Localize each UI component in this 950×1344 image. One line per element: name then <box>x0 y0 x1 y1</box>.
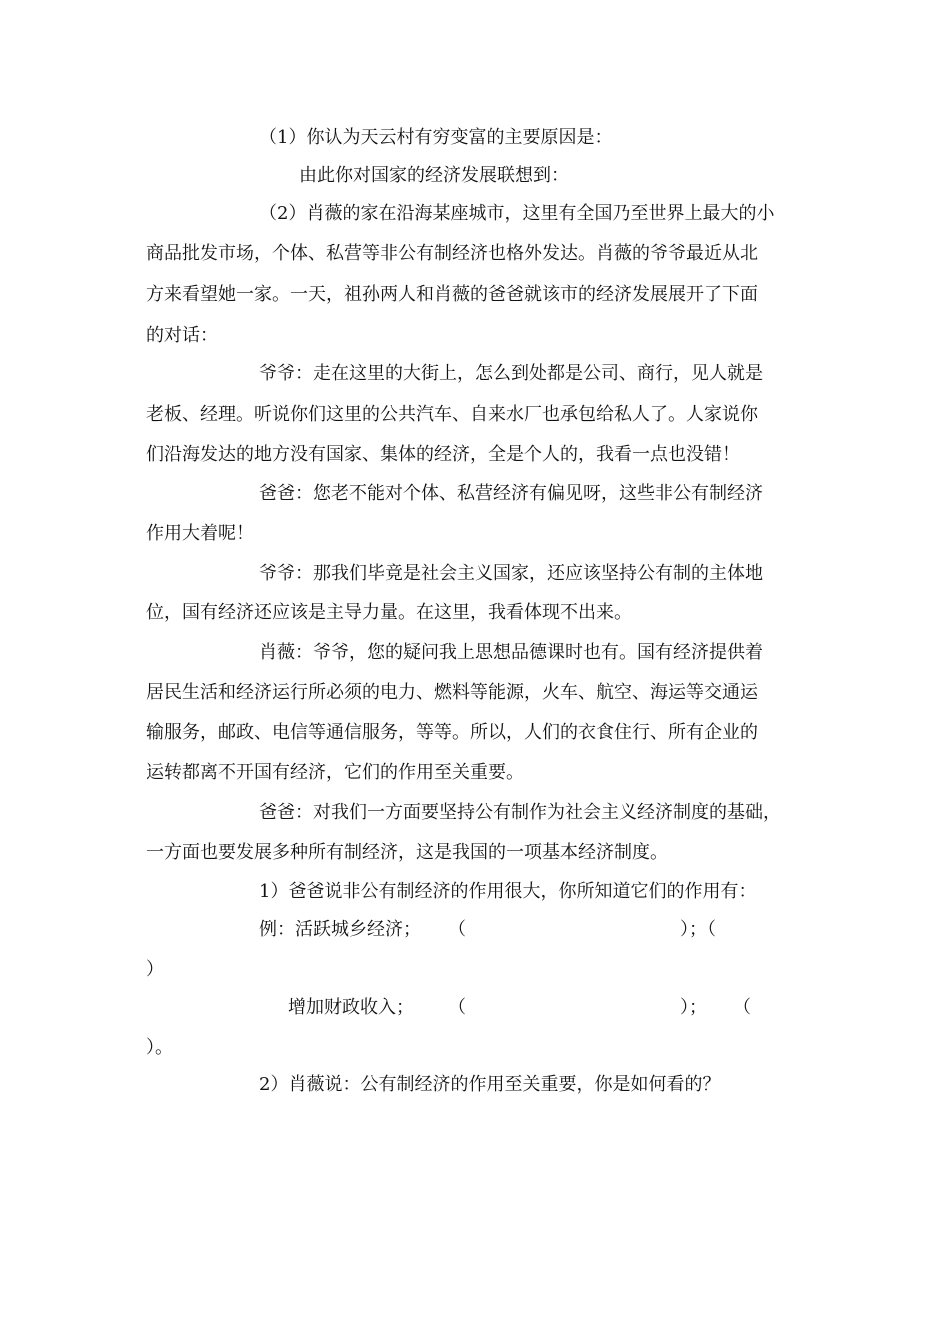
dialogue-line: 爷爷：那我们毕竟是社会主义国家，还应该坚持公有制的主体地 <box>259 563 763 584</box>
dialogue-line: 居民生活和经济运行所必须的电力、燃料等能源，火车、航空、海运等交通运 <box>146 682 758 703</box>
dialogue-line: 爸爸：对我们一方面要坚持公有制作为社会主义经济制度的基础， <box>259 802 781 823</box>
q2-intro-line: 的对话： <box>146 325 218 346</box>
q2-intro-line: 方来看望她一家。一天，祖孙两人和肖薇的爸爸就该市的经济发展展开了下面 <box>146 284 758 305</box>
dialogue-line: 老板、经理。听说你们这里的公共汽车、自来水厂也承包给私人了。人家说你 <box>146 404 758 425</box>
sub-question-1: 1）爸爸说非公有制经济的作用很大，你所知道它们的作用有： <box>259 881 757 902</box>
q1-followup: 由此你对国家的经济发展联想到： <box>299 165 569 186</box>
answer-blank-separator: ）；（ <box>680 919 716 940</box>
sub-question-2: 2）肖薇说：公有制经济的作用至关重要，你是如何看的？ <box>259 1074 721 1095</box>
answer-blank-open: （ <box>448 919 466 940</box>
example-label-2: 增加财政收入； <box>288 997 414 1018</box>
answer-blank-close: ） <box>146 959 164 980</box>
dialogue-line: 输服务，邮政、电信等通信服务，等等。所以，人们的衣食住行、所有企业的 <box>146 722 758 743</box>
answer-blank-close: ）。 <box>146 1037 173 1058</box>
dialogue-line: 位，国有经济还应该是主导力量。在这里，我看体现不出来。 <box>146 602 632 623</box>
dialogue-line: 爸爸：您老不能对个体、私营经济有偏见呀，这些非公有制经济 <box>259 483 763 504</box>
q2-intro-line: 商品批发市场，个体、私营等非公有制经济也格外发达。肖薇的爷爷最近从北 <box>146 243 758 264</box>
answer-blank-open: （ <box>448 997 466 1018</box>
answer-blank-separator: ）； <box>680 997 707 1018</box>
example-label: 例：活跃城乡经济； <box>259 919 421 940</box>
answer-blank-open: （ <box>733 997 751 1018</box>
q1-prompt: （1）你认为天云村有穷变富的主要原因是： <box>259 127 613 148</box>
dialogue-line: 作用大着呢！ <box>146 523 254 544</box>
dialogue-line: 一方面也要发展多种所有制经济，这是我国的一项基本经济制度。 <box>146 842 668 863</box>
dialogue-line: 们沿海发达的地方没有国家、集体的经济，全是个人的，我看一点也没错！ <box>146 444 740 465</box>
dialogue-line: 肖薇：爷爷，您的疑问我上思想品德课时也有。国有经济提供着 <box>259 642 763 663</box>
dialogue-line: 爷爷：走在这里的大街上，怎么到处都是公司、商行，见人就是 <box>259 363 763 384</box>
dialogue-line: 运转都离不开国有经济，它们的作用至关重要。 <box>146 762 524 783</box>
q2-intro-line: （2）肖薇的家在沿海某座城市，这里有全国乃至世界上最大的小 <box>259 203 775 224</box>
